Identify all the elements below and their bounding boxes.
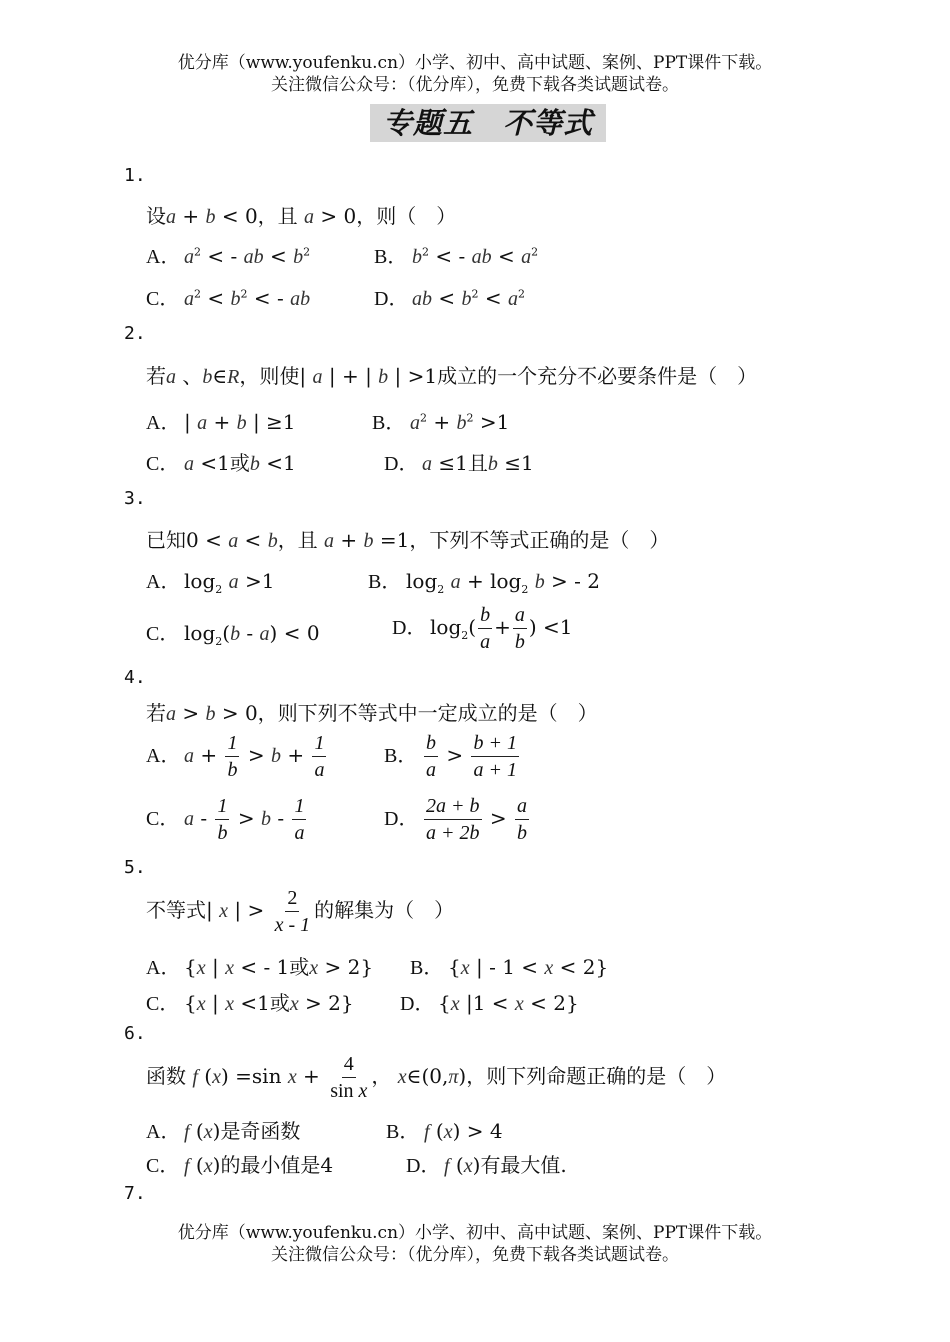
question-3-stem: 已知0 < a < b，且 a + b =1，下列不等式正确的是（ ） <box>146 528 670 552</box>
question-3-option-d: D． $\log_2$( $\frac{b}{a}$ + $\frac{a}{b}$ ) <1 <box>392 604 573 653</box>
page-footer-line2: 关注微信公众号：（优分库），免费下载各类试题试卷。 <box>271 1245 679 1265</box>
question-4-number: 4. <box>124 667 146 688</box>
question-3-option-b: B． $\log_2 a + \log_2 b$ > - 2 <box>368 569 600 596</box>
page-footer-line1: 优分库（www.youfenku.cn）小学、初中、高中试题、案例、PPT课件下载。 <box>177 1223 773 1243</box>
question-4-option-b: B． $\frac{b}{a}$ > $\frac{b + 1}{a + 1}$ <box>384 732 517 781</box>
question-5-option-a: A． {x | x < - 1或x > 2} <box>146 955 374 979</box>
question-3-option-a: A． $\log_2 a >1$ <box>146 569 275 596</box>
question-6-option-d: D． f (x)有最大值. <box>406 1153 567 1177</box>
question-1-option-d: D． ab < $b^2 < a^2$ <box>374 286 525 310</box>
question-5-option-d: D． {x |1 < x < 2} <box>400 991 579 1015</box>
question-5-option-c: C． {x | x <1或x > 2} <box>146 991 354 1015</box>
question-5-number: 5. <box>124 857 146 878</box>
question-2-number: 2. <box>124 323 146 344</box>
question-2-option-b: B． $a^2 + b^2 >1$ <box>372 410 510 434</box>
page-header-line1: 优分库（www.youfenku.cn）小学、初中、高中试题、案例、PPT课件下载。 <box>177 53 773 73</box>
question-4-option-a: A． a + $\frac{1}{b}$ > b + $\frac{1}{a}$ <box>146 732 325 781</box>
question-2-stem: 若a 、b∈R，则使| a | + | b | >1成立的一个充分不必要条件是（ ） <box>146 364 758 388</box>
page-header-line2: 关注微信公众号：（优分库），免费下载各类试题试卷。 <box>271 75 679 95</box>
question-6-number: 6. <box>124 1023 146 1044</box>
question-6-stem: 函数 f (x) =sin x + $\frac{4}{\text{sin x}}$ ， x∈(0,π)，则下列命题正确的是（ ） <box>146 1053 727 1102</box>
question-1-stem: 设a + b < 0，且 a > 0，则（ ） <box>146 204 457 228</box>
page-title: 专题五 不等式 <box>370 104 606 142</box>
question-6-option-b: B． f (x) > 4 <box>386 1119 503 1143</box>
question-5-option-b: B． {x | - 1 < x < 2} <box>410 955 609 979</box>
question-1-option-b: B． $b^2$ < - ab < $a^2$ <box>374 244 539 268</box>
question-6-option-c: C． f (x)的最小值是4 <box>146 1153 334 1177</box>
question-4-option-d: D． $\frac{2a + b}{a + 2b}$ > $\frac{a}{b}$ <box>384 795 527 844</box>
question-5-stem: 不等式| x | > $\frac{2}{x - 1}$ 的解集为（ ） <box>146 887 455 936</box>
question-3-option-c: C． $\log_2(b - a) < 0$ <box>146 621 320 648</box>
question-7-number: 7. <box>124 1183 146 1204</box>
question-1-option-c: C． $a^2 < b^2$ < - ab <box>146 286 311 310</box>
question-1-option-a: A． $a^2$ < - ab < $b^2$ <box>146 244 311 268</box>
question-6-option-a: A． f (x)是奇函数 <box>146 1119 301 1143</box>
question-2-option-c: C． a <1或b <1 <box>146 451 296 475</box>
question-2-option-d: D． a ≤1且b ≤1 <box>384 451 534 475</box>
question-4-stem: 若a > b > 0，则下列不等式中一定成立的是（ ） <box>146 701 598 725</box>
question-3-number: 3. <box>124 488 146 509</box>
question-1-number: 1. <box>124 165 146 186</box>
question-2-option-a: A． | a + b | ≥1 <box>146 410 296 434</box>
question-4-option-c: C． a - $\frac{1}{b}$ > b - $\frac{1}{a}$ <box>146 795 305 844</box>
